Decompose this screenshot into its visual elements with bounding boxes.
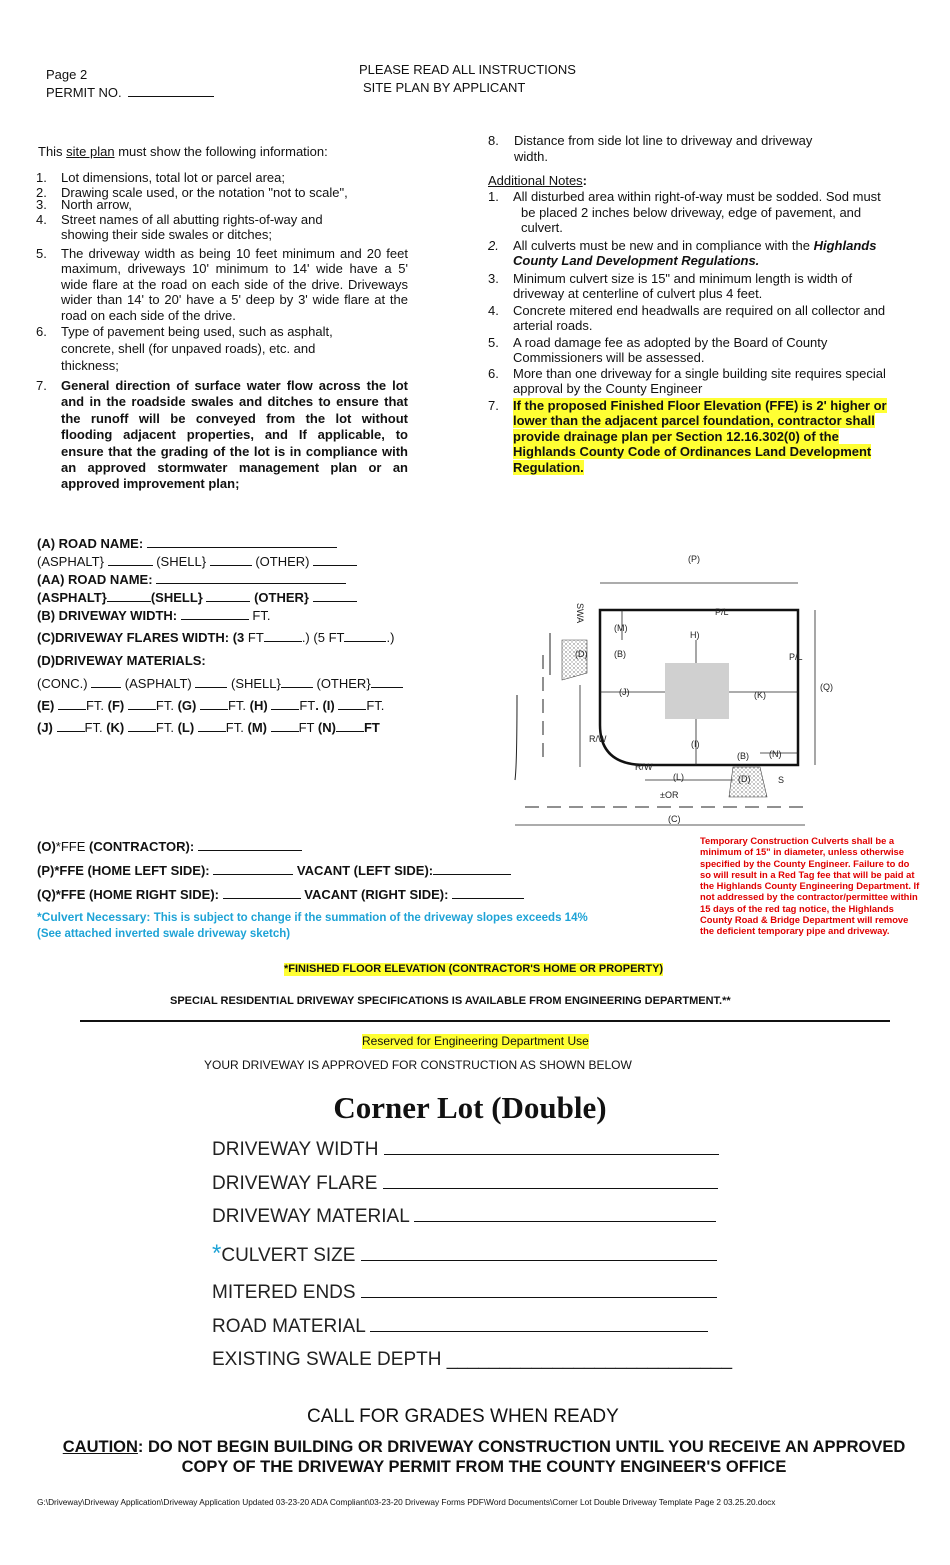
ffe-note-highlight: If the proposed Finished Floor Elevation (FFE) is 2' higher or lower than the adjacent parcel foundation, contractor shall provide drainage plan per Section 12.16.302(0) of the Highlands County Code of Ordinances Land Development Regulation. <box>513 397 887 475</box>
instruction-item: 5. The driveway width as being 10 feet minimum and 20 feet maximum, driveways 10' minimum to 14' wide have a 5' wide flare at the road on each side of the drive. Driveways wider than 14' to 20' have a 5' deep by 3' wide flare at the road on each side of the drive. <box>36 245 408 323</box>
caution-notice: CAUTION: DO NOT BEGIN BUILDING OR DRIVEWAY CONSTRUCTION UNTIL YOU RECEIVE AN APPROVED COPY OF THE DRIVEWAY PERMIT FROM THE COUNTY ENGINEER'S OFFICE <box>62 1438 906 1476</box>
road-form <box>37 537 497 739</box>
label-j: (J) <box>619 687 630 697</box>
instruction-item: 4. Street names of all abutting rights-of-way and showing their side swales or ditches; <box>36 211 323 242</box>
intro-text-pre: This <box>38 144 67 159</box>
label-swa: SWA <box>575 603 585 624</box>
driveway-flares-row[interactable]: (C)DRIVEWAY FLARES WIDTH: (3 FT .) (5 FT .) <box>37 630 395 645</box>
lot-title: Corner Lot (Double) <box>333 1090 607 1125</box>
instruction-item: 6. Type of pavement being used, such as asphalt, concrete, shell (for unpaved roads), etc. and thickness; <box>36 324 333 373</box>
surface-row-aa[interactable]: (ASPHALT} (SHELL} (OTHER} <box>37 591 497 609</box>
label-p: (P) <box>688 554 700 564</box>
page-label: Page 2 <box>46 67 88 82</box>
label-pl-top: P/L <box>715 607 729 617</box>
label-or: ±OR <box>660 790 679 800</box>
surface-row-a[interactable]: (ASPHALT} (SHELL} (OTHER) <box>37 555 497 573</box>
label-b-right: (B) <box>737 751 749 761</box>
note-item: 6. More than one driveway for a single building site requires special approval by the County Engineer <box>488 365 886 396</box>
house-footprint <box>665 663 729 719</box>
footer-file-path: G:\Driveway\Driveway Application\Driveway Application Updated 03-23-20 ADA Compliant\03-23-20 Driveway Forms PDF\Word Documents\Corner Lot Double Driveway Template Page 2 03.25.20.docx <box>37 1497 776 1507</box>
instruction-item: 2. Drawing scale used, or the notation "not to scale", <box>36 184 348 200</box>
permit-number-field[interactable] <box>46 85 214 100</box>
ffe-right-row[interactable]: (Q)*FFE (HOME RIGHT SIDE): VACANT (RIGHT SIDE): <box>37 888 677 909</box>
swale-left <box>562 640 587 680</box>
permit-number-label: PERMIT NO. <box>46 85 122 100</box>
road-name-aa-row[interactable]: (AA) ROAD NAME: <box>37 573 497 591</box>
label-i: (I) <box>691 739 700 749</box>
label-d-right: (D) <box>738 774 751 784</box>
header-title-line1: PLEASE READ ALL INSTRUCTIONS <box>359 62 576 77</box>
label-h: H) <box>690 630 700 640</box>
label-rw-left: R/W <box>589 734 607 744</box>
label-c: (C) <box>668 814 681 824</box>
instruction-item: 7. General direction of surface water flow across the lot and in the roadside swales and ditches to ensure that the runoff will be conveyed from the lot without flooding adjacent properties, and If applicable, to ensure that the grading of the lot is in compliance with an approved stormwater management plan or an approved improvement plan; <box>36 378 408 492</box>
label-d-left: (D) <box>575 649 588 659</box>
road-name-a-row[interactable]: (A) ROAD NAME: <box>37 537 497 555</box>
note-item: 2. All culverts must be new and in compliance with the Highlands County Land Development Regulations. <box>488 237 877 268</box>
driveway-materials-label: (D)DRIVEWAY MATERIALS: <box>37 653 206 668</box>
label-m: (M) <box>614 623 628 633</box>
label-k: (K) <box>754 690 766 700</box>
approval-swale-depth[interactable]: EXISTING SWALE DEPTH ___________________________ <box>212 1349 733 1370</box>
header-title-line2: SITE PLAN BY APPLICANT <box>363 80 526 95</box>
intro-site-plan-link: site plan <box>66 144 115 159</box>
reserved-label: Reserved for Engineering Department Use <box>362 1034 589 1048</box>
approved-text: YOUR DRIVEWAY IS APPROVED FOR CONSTRUCTION AS SHOWN BELOW <box>204 1058 632 1072</box>
left-instructions-list <box>36 170 408 493</box>
note-item: 5. A road damage fee as adopted by the Board of County Commissioners will be assessed. <box>488 334 828 365</box>
temporary-culvert-warning: Temporary Construction Culverts shall be a minimum of 15" in diameter, unless otherwise specified by the County Engineer. Failure to do so will result in a Red Tag fee that will be paid at the Highlands County Engineering Department. If not addressed by the contractor/permittee within 15 days of the red tag notice, the Highlands County Road & Bridge Department will remove the deficient temporary pipe and driveway. <box>700 835 920 937</box>
note-item: 3. Minimum culvert size is 15" and minimum length is width of driveway at centerline of culvert plus 4 feet. <box>488 270 853 301</box>
permit-number-blank[interactable] <box>128 86 214 97</box>
approval-mitered-ends[interactable]: MITERED ENDS <box>212 1282 717 1304</box>
special-specs-note: SPECIAL RESIDENTIAL DRIVEWAY SPECIFICATIONS IS AVAILABLE FROM ENGINEERING DEPARTMENT.** <box>170 995 731 1007</box>
instruction-item: 3. North arrow, <box>36 197 132 212</box>
ffe-contractor-row[interactable]: (O)*FFE (CONTRACTOR): <box>37 840 677 864</box>
label-rw-bottom: R/W <box>635 762 653 772</box>
dimensions-row-e-i[interactable]: (E) FT. (F) FT. (G) FT. (H) FT. (I) FT. <box>37 698 385 713</box>
materials-row[interactable]: (CONC.) (ASPHALT) (SHELL} (OTHER} <box>37 677 497 699</box>
ffe-footnote: *FINISHED FLOOR ELEVATION (CONTRACTOR'S HOME OR PROPERTY) <box>284 963 664 975</box>
label-b-left: (B) <box>614 649 626 659</box>
site-plan-intro <box>38 144 458 160</box>
label-n: (N) <box>769 749 782 759</box>
approval-culvert-size[interactable]: *CULVERT SIZE <box>212 1240 717 1268</box>
dimensions-row-j-n[interactable]: (J) FT. (K) FT. (L) FT. (M) FT (N) FT <box>37 720 380 735</box>
additional-notes-list <box>488 189 908 475</box>
ffe-left-row[interactable]: (P)*FFE (HOME LEFT SIDE): VACANT (LEFT SIDE): <box>37 864 677 888</box>
additional-notes-heading: Additional Notes: <box>488 173 588 188</box>
label-q: (Q) <box>820 682 833 692</box>
call-for-grades: CALL FOR GRADES WHEN READY <box>307 1406 619 1427</box>
approval-driveway-material[interactable]: DRIVEWAY MATERIAL <box>212 1206 716 1228</box>
road-edge-left <box>515 695 517 780</box>
approval-driveway-flare[interactable]: DRIVEWAY FLARE <box>212 1173 718 1195</box>
driveway-width-row[interactable]: (B) DRIVEWAY WIDTH: FT. <box>37 608 271 623</box>
intro-text-post: must show the following information: <box>114 144 328 159</box>
instruction-item: 1. Lot dimensions, total lot or parcel area; <box>36 170 286 185</box>
approval-driveway-width[interactable]: DRIVEWAY WIDTH <box>212 1139 719 1161</box>
label-l: (L) <box>673 772 684 782</box>
note-item-ffe-highlight: 7. If the proposed Finished Floor Elevation (FFE) is 2' higher or lower than the adjacent parcel foundation, contractor shall provide drainage plan per Section 12.16.302(0) of the Highlands County Code of Ordinances Land Development Regulation. <box>488 397 887 475</box>
note-item: 1. All disturbed area within right-of-way must be sodded. Sod must be placed 2 inches below driveway, edge of pavement, and culvert. <box>488 189 881 235</box>
culvert-note: *Culvert Necessary: This is subject to change if the summation of the driveway slopes exceeds 14% (See attached inverted swale driveway sketch) <box>37 910 588 940</box>
note-item: 4. Concrete mitered end headwalls are required on all collector and arterial roads. <box>488 302 886 333</box>
ffe-form <box>37 840 677 942</box>
approval-road-material[interactable]: ROAD MATERIAL <box>212 1316 708 1338</box>
section-divider <box>80 1020 890 1022</box>
instruction-item-8: 8. Distance from side lot line to driveway and driveway width. <box>488 133 813 164</box>
label-s: S <box>778 775 785 785</box>
label-pl-right: P/L <box>789 652 803 662</box>
header-title <box>359 61 576 97</box>
site-plan-diagram <box>505 535 850 827</box>
